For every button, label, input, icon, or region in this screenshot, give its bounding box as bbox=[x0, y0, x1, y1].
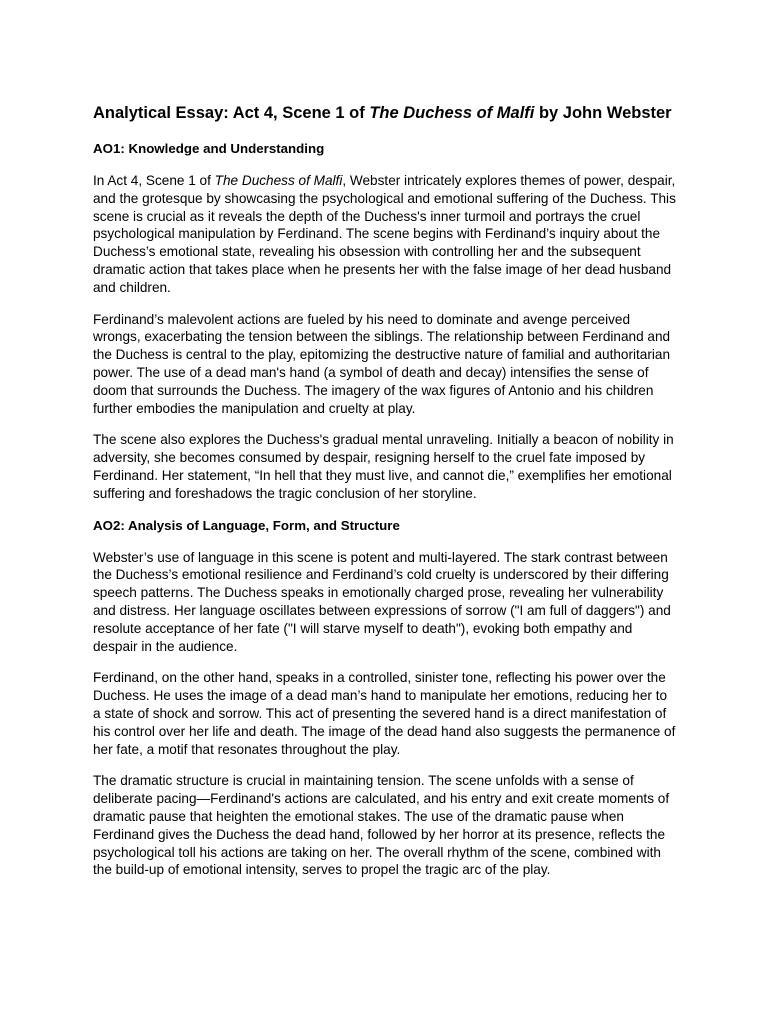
paragraph-ao2-structure: The dramatic structure is crucial in maintaining tension. The scene unfolds with a sense of deliberate pacing—Ferdinand's actions are calculated, and his entry and exit create moments of dramatic pause that heighten the emotional stakes. The use of the dramatic pause when Ferdinand gives the Duchess the dead hand, followed by her horror at its presence, reflects the psychological toll his actions are taking on her. The overall rhythm of the scene, combined with the build-up of emotional intensity, serves to propel the tragic arc of the play. bbox=[93, 773, 670, 878]
paragraph-ao1-intro bbox=[93, 172, 678, 297]
paragraph-ao1-unraveling: The scene also explores the Duchess's gradual mental unraveling. Initially a beacon of nobility in adversity, she becomes consumed by despair, resigning herself to the cruel fate imposed by Ferdinand. Her statement, “In hell that they must live, and cannot die,” exemplifies her emotional suffering and foreshadows the tragic conclusion of her storyline. bbox=[93, 432, 674, 501]
title-work: The Duchess of Malfi bbox=[369, 104, 535, 122]
essay-title bbox=[93, 102, 678, 125]
paragraph-work-title: The Duchess of Malfi bbox=[214, 173, 343, 188]
section-heading-ao2: AO2: Analysis of Language, Form, and Structure bbox=[93, 517, 400, 533]
paragraph-ao2-ferdinand-tone: Ferdinand, on the other hand, speaks in a controlled, sinister tone, reflecting his power over the Duchess. He uses the image of a dead man’s hand to manipulate her emotions, reducing her to a state of shock and sorrow. This act of presenting the severed hand is a direct manifestation of his control over her life and death. The image of the dead hand also suggests the permanence of her fate, a motif that resonates throughout the play. bbox=[93, 670, 676, 757]
paragraph-prefix: In Act 4, Scene 1 of bbox=[93, 173, 215, 188]
paragraph-ao2-language: Webster’s use of language in this scene is potent and multi-layered. The stark contrast between the Duchess’s emotional resilience and Ferdinand’s cold cruelty is underscored by their differing speech patterns. The Duchess speaks in emotionally charged prose, revealing her vulnerability and distress. Her language oscillates between expressions of sorrow ("I am full of daggers") and resolute acceptance of her fate ("I will starve myself to death"), evoking both empathy and despair in the audience. bbox=[93, 549, 671, 654]
title-prefix: Analytical Essay: Act 4, Scene 1 of bbox=[93, 104, 370, 122]
paragraph-rest: , Webster intricately explores themes of power, despair, and the grotesque by showcasing the psychological and emotional suffering of the Duchess. This scene is crucial as it reveals the depth of the Duchess's inner turmoil and portrays the cruel psychological manipulation by Ferdinand. The scene begins with Ferdinand’s inquiry about the Duchess’s emotional state, revealing his obsession with controlling her and the subsequent dramatic action that takes place when he presents her with the false image of her dead husband and children. bbox=[93, 173, 676, 295]
title-suffix: by John Webster bbox=[534, 104, 672, 122]
section-heading-ao1: AO1: Knowledge and Understanding bbox=[93, 141, 325, 156]
paragraph-ao1-ferdinand: Ferdinand’s malevolent actions are fueled by his need to dominate and avenge perceived wrongs, exacerbating the tension between the siblings. The relationship between Ferdinand and the Duchess is central to the play, epitomizing the destructive nature of familial and authoritarian power. The use of a dead man's hand (a symbol of death and decay) intensifies the sense of doom that surrounds the Duchess. The imagery of the wax figures of Antonio and his children further embodies the manipulation and cruelty at play. bbox=[93, 311, 671, 416]
